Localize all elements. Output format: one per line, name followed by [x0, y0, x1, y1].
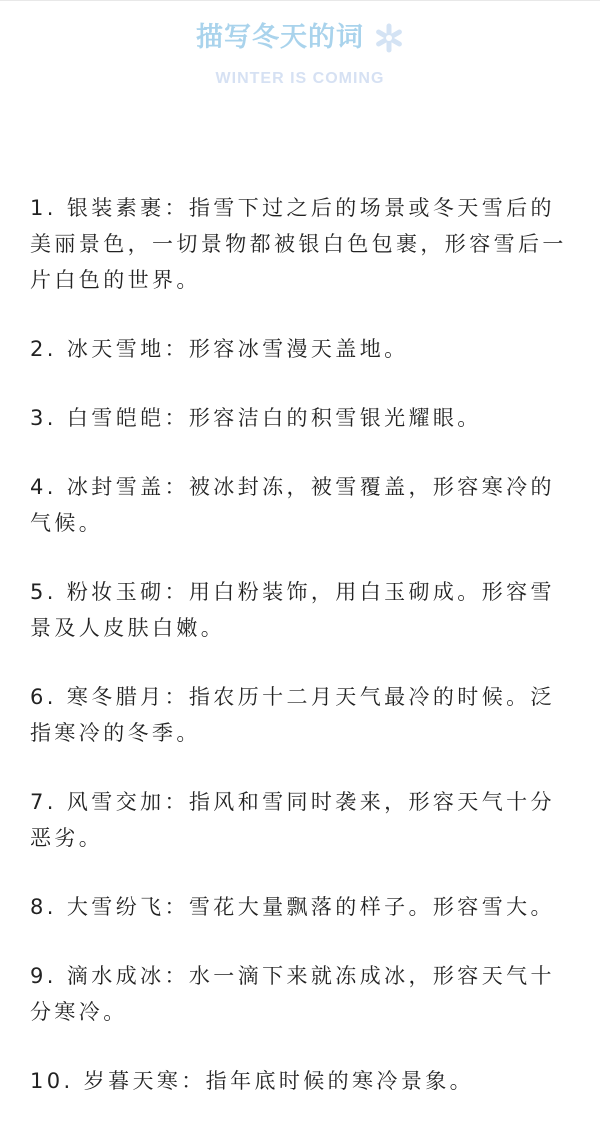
list-item: 9. 滴水成冰：水一滴下来就冻成冰，形容天气十分寒冷。: [30, 964, 555, 1024]
article-header: [0, 18, 600, 89]
snowflake-icon: [374, 23, 404, 53]
top-divider: [0, 0, 600, 1]
list-item: 3. 白雪皑皑：形容洁白的积雪银光耀眼。: [30, 406, 482, 430]
list-item: 6. 寒冬腊月：指农历十二月天气最冷的时候。泛指寒冷的冬季。: [30, 685, 555, 745]
list-item: 1. 银装素裹：指雪下过之后的场景或冬天雪后的美丽景色，一切景物都被银白色包裹，形容雪后一片白色的世界。: [30, 196, 567, 292]
title-row: [196, 18, 404, 58]
list-item: 7. 风雪交加：指风和雪同时袭来，形容天气十分恶劣。: [30, 790, 555, 850]
list-item: 5. 粉妆玉砌：用白粉装饰，用白玉砌成。形容雪景及人皮肤白嫩。: [30, 580, 555, 640]
list-item: 4. 冰封雪盖：被冰封冻，被雪覆盖，形容寒冷的气候。: [30, 475, 555, 535]
list-item: 8. 大雪纷飞：雪花大量飘落的样子。形容雪大。: [30, 895, 555, 919]
list-item: 2. 冰天雪地：形容冰雪漫天盖地。: [30, 337, 409, 361]
list-item: 10. 岁暮天寒：指年底时候的寒冷景象。: [30, 1069, 475, 1093]
page-subtitle: WINTER IS COMING: [215, 70, 385, 87]
page-title: 描写冬天的词: [196, 22, 364, 53]
word-list: [30, 190, 575, 1099]
